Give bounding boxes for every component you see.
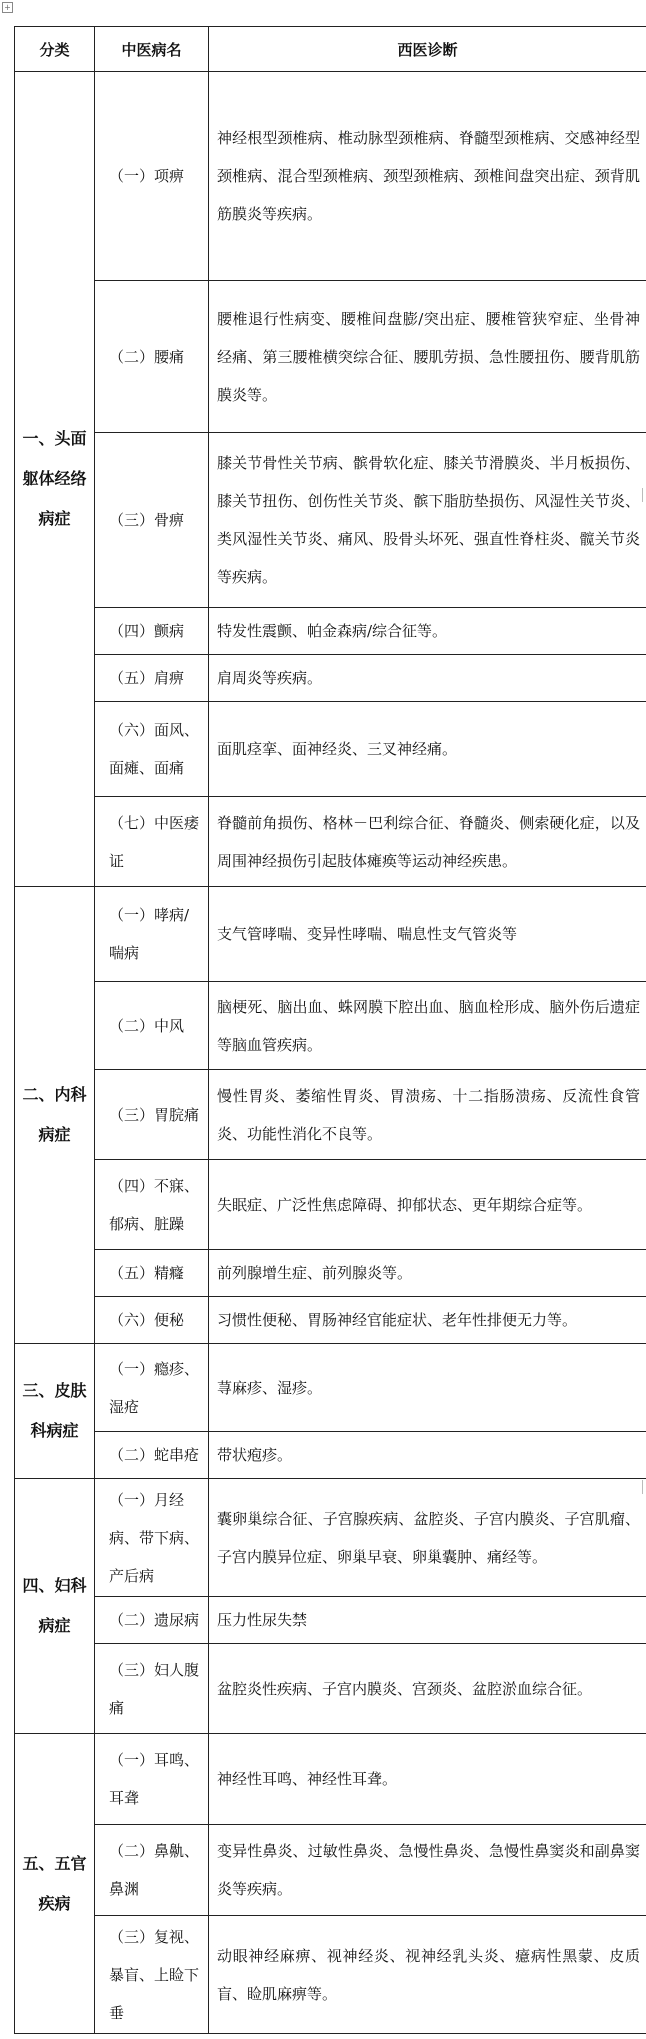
wm-diagnosis-cell: 压力性尿失禁 xyxy=(209,1597,646,1644)
wm-diagnosis-cell: 带状疱疹。 xyxy=(209,1432,646,1479)
tcm-name-cell: （二）鼻鼽、鼻渊 xyxy=(95,1825,209,1916)
table-row xyxy=(15,1597,646,1644)
table-row xyxy=(15,1916,646,2034)
category-cell: 二、内科病症 xyxy=(15,887,95,1344)
tcm-name-cell: （三）复视、暴盲、上睑下垂 xyxy=(95,1916,209,2034)
category-cell: 四、妇科病症 xyxy=(15,1479,95,1734)
table-row xyxy=(15,1734,646,1825)
table-row xyxy=(15,1250,646,1297)
wm-diagnosis-cell: 膝关节骨性关节病、髌骨软化症、膝关节滑膜炎、半月板损伤、膝关节扭伤、创伤性关节炎、髌下脂肪垫损伤、风湿性关节炎、类风湿性关节炎、痛风、股骨头坏死、强直性脊柱炎、髋关节炎等疾病。 xyxy=(209,433,646,608)
table-row xyxy=(15,281,646,433)
category-cell: 三、皮肤科病症 xyxy=(15,1344,95,1479)
tcm-name-cell: （五）精癃 xyxy=(95,1250,209,1297)
table-row xyxy=(15,433,646,608)
table-row xyxy=(15,655,646,702)
table-row xyxy=(15,1644,646,1734)
wm-diagnosis-cell: 面肌痉挛、面神经炎、三叉神经痛。 xyxy=(209,702,646,797)
wm-diagnosis-cell: 习惯性便秘、胃肠神经官能症状、老年性排便无力等。 xyxy=(209,1297,646,1344)
wm-diagnosis-cell: 脊髓前角损伤、格林－巴利综合征、脊髓炎、侧索硬化症，以及周围神经损伤引起肢体瘫痪等运动神经疾患。 xyxy=(209,797,646,887)
header-category: 分类 xyxy=(15,27,95,72)
table-row xyxy=(15,1070,646,1160)
table-row xyxy=(15,1825,646,1916)
table-move-handle-icon: + xyxy=(2,2,13,13)
wm-diagnosis-cell: 特发性震颤、帕金森病/综合征等。 xyxy=(209,608,646,655)
tcm-name-cell: （一）耳鸣、耳聋 xyxy=(95,1734,209,1825)
wm-diagnosis-cell: 盆腔炎性疾病、子宫内膜炎、宫颈炎、盆腔淤血综合征。 xyxy=(209,1644,646,1734)
table-row xyxy=(15,702,646,797)
table-row xyxy=(15,1297,646,1344)
wm-diagnosis-cell: 囊卵巢综合征、子宫腺疾病、盆腔炎、子宫内膜炎、子宫肌瘤、子宫内膜异位症、卵巢早衰、卵巢囊肿、痛经等。 xyxy=(209,1479,646,1597)
wm-diagnosis-cell: 腰椎退行性病变、腰椎间盘膨/突出症、腰椎管狭窄症、坐骨神经痛、第三腰椎横突综合征、腰肌劳损、急性腰扭伤、腰背肌筋膜炎等。 xyxy=(209,281,646,433)
wm-diagnosis-cell: 荨麻疹、湿疹。 xyxy=(209,1344,646,1432)
tcm-name-cell: （四）颤病 xyxy=(95,608,209,655)
tcm-name-cell: （二）腰痛 xyxy=(95,281,209,433)
tcm-name-cell: （三）骨痹 xyxy=(95,433,209,608)
tcm-name-cell: （三）妇人腹痛 xyxy=(95,1644,209,1734)
wm-diagnosis-cell: 神经性耳鸣、神经性耳聋。 xyxy=(209,1734,646,1825)
tcm-name-cell: （一）哮病/喘病 xyxy=(95,887,209,982)
tcm-name-cell: （六）面风、面瘫、面痛 xyxy=(95,702,209,797)
wm-diagnosis-cell: 失眠症、广泛性焦虑障碍、抑郁状态、更年期综合症等。 xyxy=(209,1160,646,1250)
table-row xyxy=(15,72,646,281)
table-row xyxy=(15,982,646,1070)
document-page xyxy=(14,26,646,2034)
tcm-name-cell: （二）遗尿病 xyxy=(95,1597,209,1644)
table-row xyxy=(15,608,646,655)
table-row xyxy=(15,1160,646,1250)
wm-diagnosis-cell: 肩周炎等疾病。 xyxy=(209,655,646,702)
header-wm: 西医诊断 xyxy=(209,27,646,72)
tcm-name-cell: （二）蛇串疮 xyxy=(95,1432,209,1479)
wm-diagnosis-cell: 支气管哮喘、变异性哮喘、喘息性支气管炎等 xyxy=(209,887,646,982)
tcm-name-cell: （二）中风 xyxy=(95,982,209,1070)
tcm-name-cell: （六）便秘 xyxy=(95,1297,209,1344)
wm-diagnosis-cell: 神经根型颈椎病、椎动脉型颈椎病、脊髓型颈椎病、交感神经型颈椎病、混合型颈椎病、颈型颈椎病、颈椎间盘突出症、颈背肌筋膜炎等疾病。 xyxy=(209,72,646,281)
table-row xyxy=(15,1479,646,1597)
wm-diagnosis-cell: 变异性鼻炎、过敏性鼻炎、急慢性鼻炎、急慢性鼻窦炎和副鼻窦炎等疾病。 xyxy=(209,1825,646,1916)
table-row xyxy=(15,797,646,887)
tcm-name-cell: （一）月经病、带下病、产后病 xyxy=(95,1479,209,1597)
header-tcm: 中医病名 xyxy=(95,27,209,72)
tcm-name-cell: （一）项痹 xyxy=(95,72,209,281)
tcm-name-cell: （五）肩痹 xyxy=(95,655,209,702)
wm-diagnosis-cell: 动眼神经麻痹、视神经炎、视神经乳头炎、癔病性黑蒙、皮质盲、睑肌麻痹等。 xyxy=(209,1916,646,2034)
header-row xyxy=(15,27,646,72)
diagnosis-table xyxy=(14,26,646,2034)
category-cell: 五、五官疾病 xyxy=(15,1734,95,2034)
table-row xyxy=(15,1344,646,1432)
tcm-name-cell: （七）中医痿证 xyxy=(95,797,209,887)
category-cell: 一、头面躯体经络病症 xyxy=(15,72,95,887)
tcm-name-cell: （一）瘾疹、湿疮 xyxy=(95,1344,209,1432)
tcm-name-cell: （三）胃脘痛 xyxy=(95,1070,209,1160)
table-row xyxy=(15,887,646,982)
wm-diagnosis-cell: 脑梗死、脑出血、蛛网膜下腔出血、脑血栓形成、脑外伤后遗症等脑血管疾病。 xyxy=(209,982,646,1070)
tcm-name-cell: （四）不寐、郁病、脏躁 xyxy=(95,1160,209,1250)
wm-diagnosis-cell: 慢性胃炎、萎缩性胃炎、胃溃疡、十二指肠溃疡、反流性食管炎、功能性消化不良等。 xyxy=(209,1070,646,1160)
table-row xyxy=(15,1432,646,1479)
wm-diagnosis-cell: 前列腺增生症、前列腺炎等。 xyxy=(209,1250,646,1297)
